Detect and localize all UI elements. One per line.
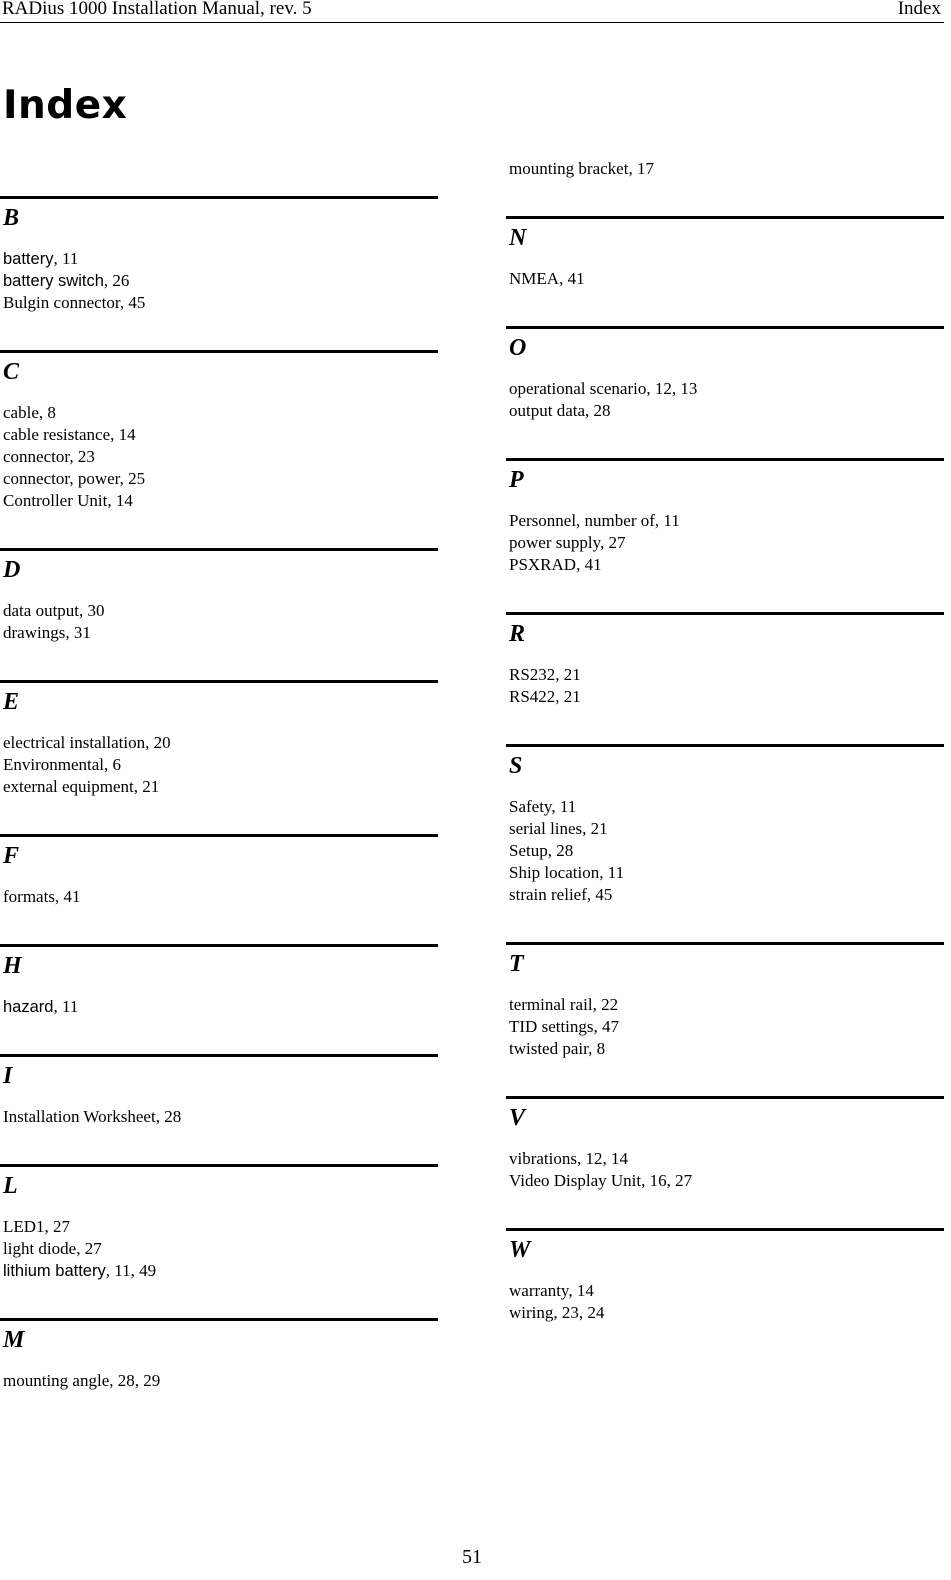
header-manual-title: RADius 1000 Installation Manual, rev. 5 xyxy=(2,0,312,19)
index-term: hazard xyxy=(3,998,54,1016)
index-term: battery xyxy=(3,250,54,268)
index-term: Video Display Unit xyxy=(509,1171,642,1190)
page-references: , 8 xyxy=(588,1039,606,1058)
index-entry xyxy=(3,1260,438,1282)
index-entry xyxy=(509,1148,944,1170)
section-letter: H xyxy=(3,953,22,979)
page-references: , 23 xyxy=(69,447,95,466)
index-section-w xyxy=(506,1228,944,1324)
entry-list xyxy=(509,1148,944,1192)
page-references: , 12, 14 xyxy=(577,1149,628,1168)
index-term: Installation Worksheet xyxy=(3,1107,156,1126)
index-section-t xyxy=(506,942,944,1060)
section-letter: W xyxy=(509,1237,531,1263)
section-letter: D xyxy=(3,557,21,583)
index-entry xyxy=(3,402,438,424)
page-references: , 14 xyxy=(107,491,133,510)
index-column-left xyxy=(0,196,438,1392)
index-entry xyxy=(509,158,944,180)
index-term: electrical installation xyxy=(3,733,146,752)
page-references: , 30 xyxy=(79,601,105,620)
index-section-f xyxy=(0,834,438,908)
entry-list xyxy=(509,378,944,422)
index-entry xyxy=(3,600,438,622)
index-entry xyxy=(3,270,438,292)
entry-list xyxy=(3,1370,438,1392)
page-references: , 8 xyxy=(38,403,56,422)
page-references: , 6 xyxy=(104,755,122,774)
index-term: strain relief xyxy=(509,885,587,904)
index-term: light diode xyxy=(3,1239,77,1258)
page-references: , 23, 24 xyxy=(553,1303,605,1322)
page-references: , 47 xyxy=(593,1017,620,1036)
page-references: , 41 xyxy=(559,269,585,288)
index-entry xyxy=(509,840,944,862)
index-term: Ship location xyxy=(509,863,600,882)
index-entry xyxy=(509,554,944,576)
page-references: , 14 xyxy=(110,425,136,444)
section-letter: I xyxy=(3,1063,13,1089)
index-term: NMEA xyxy=(509,269,560,288)
page-references: , 16, 27 xyxy=(641,1171,693,1190)
index-section-p xyxy=(506,458,944,576)
index-entry xyxy=(3,754,438,776)
index-section-l xyxy=(0,1164,438,1282)
page-references: , 11 xyxy=(53,997,79,1016)
index-section-o xyxy=(506,326,944,422)
page-references: , 21 xyxy=(555,687,581,706)
index-term: LED1 xyxy=(3,1217,45,1236)
index-term: operational scenario xyxy=(509,379,647,398)
index-section-e xyxy=(0,680,438,798)
page-references: , 28 xyxy=(585,401,611,420)
page-references: , 41 xyxy=(576,555,602,574)
index-entry xyxy=(3,732,438,754)
index-term: PSXRAD xyxy=(509,555,577,574)
index-section-c xyxy=(0,350,438,512)
index-entry xyxy=(3,446,438,468)
page-references: , 11 xyxy=(654,511,680,530)
index-term: data output xyxy=(3,601,80,620)
index-term: cable resistance xyxy=(3,425,111,444)
index-term: vibrations xyxy=(509,1149,577,1168)
index-term: external equipment xyxy=(3,777,134,796)
index-term: lithium battery xyxy=(3,1262,106,1280)
page-references: , 14 xyxy=(568,1281,594,1300)
continued-entries xyxy=(509,158,944,180)
page-references: , 11, 49 xyxy=(105,1261,157,1280)
index-entry xyxy=(3,490,438,512)
section-letter: F xyxy=(3,843,20,869)
index-section-r xyxy=(506,612,944,708)
entry-list xyxy=(509,994,944,1060)
index-entry xyxy=(3,248,438,270)
index-section-s xyxy=(506,744,944,906)
page-references: , 12, 13 xyxy=(646,379,698,398)
page-references: , 31 xyxy=(65,623,91,642)
entry-list xyxy=(3,996,438,1018)
index-term: twisted pair xyxy=(509,1039,589,1058)
page-references: , 26 xyxy=(103,271,130,290)
index-term: connector xyxy=(3,447,70,466)
index-term: mounting angle xyxy=(3,1371,110,1390)
index-section-b xyxy=(0,196,438,314)
index-term: TID settings xyxy=(509,1017,594,1036)
page-references: , 21 xyxy=(582,819,608,838)
page-references: , 41 xyxy=(54,887,81,906)
entry-list xyxy=(509,796,944,906)
entry-list xyxy=(3,248,438,314)
index-term: output data xyxy=(509,401,586,420)
entry-list xyxy=(3,886,438,908)
index-entry xyxy=(509,510,944,532)
index-entry xyxy=(509,1280,944,1302)
index-section-n xyxy=(506,216,944,290)
section-letter: N xyxy=(509,225,527,251)
index-term: Personnel, number of xyxy=(509,511,655,530)
index-entry xyxy=(3,886,438,908)
entry-list xyxy=(509,1280,944,1324)
section-letter: R xyxy=(509,621,526,647)
index-entry xyxy=(509,1170,944,1192)
section-letter: C xyxy=(3,359,20,385)
page-references: , 11 xyxy=(551,797,577,816)
page-references: , 20 xyxy=(145,733,171,752)
index-entry xyxy=(509,796,944,818)
index-term: Controller Unit xyxy=(3,491,108,510)
index-entry xyxy=(509,532,944,554)
section-letter: V xyxy=(509,1105,526,1131)
index-entry xyxy=(3,776,438,798)
index-section-v xyxy=(506,1096,944,1192)
entry-list xyxy=(3,1216,438,1282)
index-term: terminal rail xyxy=(509,995,593,1014)
page-references: , 27 xyxy=(76,1239,102,1258)
index-entry xyxy=(3,1106,438,1128)
entry-list xyxy=(509,664,944,708)
page-references: , 22 xyxy=(592,995,619,1014)
index-entry xyxy=(3,996,438,1018)
header-section-name: Index xyxy=(897,0,941,19)
page-references: , 27 xyxy=(599,533,626,552)
index-term: RS232 xyxy=(509,665,556,684)
index-term: formats xyxy=(3,887,55,906)
index-term: Setup xyxy=(509,841,548,860)
section-letter: S xyxy=(509,753,523,779)
index-term: battery switch xyxy=(3,272,104,290)
index-term: power supply xyxy=(509,533,600,552)
index-section-h xyxy=(0,944,438,1018)
index-entry xyxy=(509,862,944,884)
entry-list xyxy=(3,600,438,644)
page-title: Index xyxy=(3,83,128,128)
section-letter: M xyxy=(3,1327,25,1353)
page-references: , 45 xyxy=(586,885,613,904)
index-term: connector, power xyxy=(3,469,120,488)
index-entry xyxy=(3,292,438,314)
page-references: , 28, 29 xyxy=(109,1371,161,1390)
index-term: drawings xyxy=(3,623,66,642)
index-entry xyxy=(3,622,438,644)
entry-list xyxy=(3,402,438,512)
index-entry xyxy=(3,1238,438,1260)
page-references: , 28 xyxy=(547,841,574,860)
section-letter: E xyxy=(3,689,20,715)
page-references: , 11 xyxy=(599,863,625,882)
index-entry xyxy=(509,994,944,1016)
index-term: Bulgin connector xyxy=(3,293,120,312)
index-entry xyxy=(509,664,944,686)
index-entry xyxy=(3,1216,438,1238)
page-references: , 25 xyxy=(119,469,146,488)
index-entry xyxy=(3,468,438,490)
index-term: cable xyxy=(3,403,39,422)
page-references: , 11 xyxy=(53,249,79,268)
section-letter: L xyxy=(3,1173,18,1199)
index-entry xyxy=(3,424,438,446)
index-entry xyxy=(509,686,944,708)
page-references: , 21 xyxy=(133,777,160,796)
index-column-right xyxy=(506,158,944,1324)
entry-list xyxy=(509,268,944,290)
index-entry xyxy=(509,268,944,290)
index-entry xyxy=(509,1038,944,1060)
running-header xyxy=(0,0,944,23)
index-entry xyxy=(509,1016,944,1038)
page-number: 51 xyxy=(462,1546,482,1568)
index-section-m xyxy=(0,1318,438,1392)
entry-list xyxy=(3,732,438,798)
index-term: wiring xyxy=(509,1303,554,1322)
page-references: , 21 xyxy=(555,665,581,684)
section-letter: O xyxy=(509,335,527,361)
section-letter: B xyxy=(3,205,20,231)
section-letter: T xyxy=(509,951,524,977)
index-entry xyxy=(509,818,944,840)
index-section-i xyxy=(0,1054,438,1128)
index-term: Safety xyxy=(509,797,552,816)
section-letter: P xyxy=(509,467,524,493)
index-entry xyxy=(3,1370,438,1392)
index-section-d xyxy=(0,548,438,644)
page-references: , 28 xyxy=(155,1107,182,1126)
page-references: , 17 xyxy=(628,159,654,178)
index-entry xyxy=(509,884,944,906)
entry-list xyxy=(3,1106,438,1128)
index-entry xyxy=(509,1302,944,1324)
index-entry xyxy=(509,400,944,422)
index-entry xyxy=(509,378,944,400)
page-references: , 45 xyxy=(119,293,146,312)
index-term: warranty xyxy=(509,1281,569,1300)
index-term: mounting bracket xyxy=(509,159,629,178)
index-term: serial lines xyxy=(509,819,583,838)
index-term: RS422 xyxy=(509,687,556,706)
entry-list xyxy=(509,510,944,576)
page-references: , 27 xyxy=(44,1217,71,1236)
index-term: Environmental xyxy=(3,755,105,774)
